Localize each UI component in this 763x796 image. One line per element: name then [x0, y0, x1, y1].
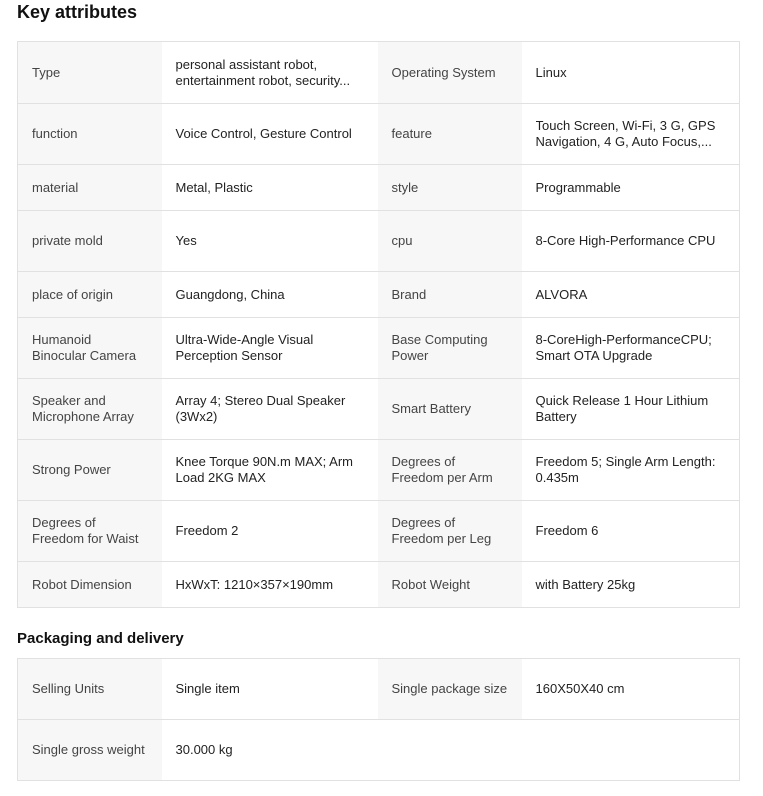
attr-value: 30.000 kg: [162, 720, 378, 781]
attr-label: material: [18, 165, 162, 211]
table-row: [18, 272, 740, 318]
table-row: [18, 318, 740, 379]
attr-value: HxWxT: 1210×357×190mm: [162, 562, 378, 608]
attr-value: 160X50X40 cm: [522, 659, 740, 720]
attr-value: with Battery 25kg: [522, 562, 740, 608]
attr-label: Humanoid Binocular Camera: [18, 318, 162, 379]
table-row: [18, 562, 740, 608]
attr-label: Single package size: [378, 659, 522, 720]
attr-value: Yes: [162, 211, 378, 272]
attr-label: Type: [18, 42, 162, 104]
attr-value: Metal, Plastic: [162, 165, 378, 211]
attr-label: private mold: [18, 211, 162, 272]
key-attributes-table: [17, 41, 740, 608]
table-row: [18, 42, 740, 104]
attr-empty: [522, 720, 740, 781]
attr-label: Single gross weight: [18, 720, 162, 781]
attr-label: cpu: [378, 211, 522, 272]
attr-label: Degrees of Freedom for Waist: [18, 501, 162, 562]
attr-value-text: personal assistant robot, entertainment robot, security...: [175, 56, 351, 88]
attr-label: Operating System: [378, 42, 522, 104]
attr-label: Base Computing Power: [378, 318, 522, 379]
attr-value: ALVORA: [522, 272, 740, 318]
attr-label: Speaker and Microphone Array: [18, 379, 162, 440]
attr-value: Freedom 5; Single Arm Length: 0.435m: [522, 440, 740, 501]
table-row: [18, 659, 740, 720]
attr-value: 8-Core High-Performance CPU: [522, 211, 740, 272]
packaging-title: Packaging and delivery: [17, 630, 184, 647]
attr-label: style: [378, 165, 522, 211]
attr-label: Selling Units: [18, 659, 162, 720]
attr-label: Brand: [378, 272, 522, 318]
attr-value: Freedom 2: [162, 501, 378, 562]
attr-value: Freedom 6: [522, 501, 740, 562]
attr-label: Robot Weight: [378, 562, 522, 608]
attr-value: Ultra-Wide-Angle Visual Perception Sensor: [162, 318, 378, 379]
table-row: [18, 211, 740, 272]
table-row: [18, 379, 740, 440]
attr-value: [522, 104, 740, 165]
attr-value: Quick Release 1 Hour Lithium Battery: [522, 379, 740, 440]
attr-empty: [378, 720, 522, 781]
attr-value: Guangdong, China: [162, 272, 378, 318]
attr-value: Array 4; Stereo Dual Speaker (3Wx2): [162, 379, 378, 440]
attr-label: function: [18, 104, 162, 165]
table-row: [18, 440, 740, 501]
table-row: [18, 720, 740, 781]
attr-value-text: Touch Screen, Wi-Fi, 3 G, GPS Navigation, 4 G, Auto Focus,...: [535, 118, 716, 149]
attr-label: Strong Power: [18, 440, 162, 501]
table-row: [18, 501, 740, 562]
packaging-table: [17, 658, 740, 781]
key-attributes-title: Key attributes: [17, 2, 138, 22]
attr-label: Smart Battery: [378, 379, 522, 440]
attr-value: Linux: [522, 42, 740, 104]
attr-label: place of origin: [18, 272, 162, 318]
attr-value: Voice Control, Gesture Control: [162, 104, 378, 165]
attr-label: Degrees of Freedom per Leg: [378, 501, 522, 562]
table-row: [18, 104, 740, 165]
attr-value: Single item: [162, 659, 378, 720]
attr-label: Robot Dimension: [18, 562, 162, 608]
attr-value: Knee Torque 90N.m MAX; Arm Load 2KG MAX: [162, 440, 378, 501]
attr-value: 8-CoreHigh-PerformanceCPU; Smart OTA Upgrade: [522, 318, 740, 379]
attr-label: feature: [378, 104, 522, 165]
table-row: [18, 165, 740, 211]
attr-label: Degrees of Freedom per Arm: [378, 440, 522, 501]
attr-value: Programmable: [522, 165, 740, 211]
attr-value: [162, 42, 378, 104]
